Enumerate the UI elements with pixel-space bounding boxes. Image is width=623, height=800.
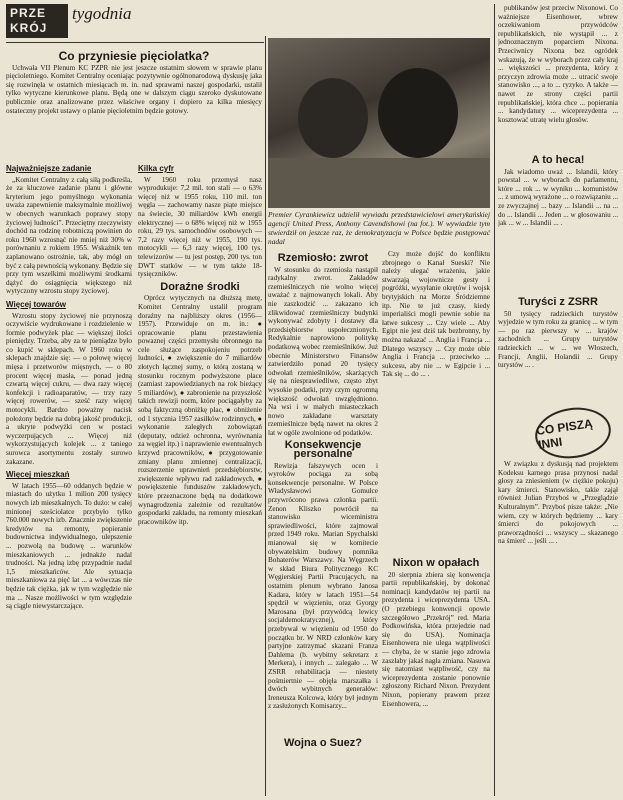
section-heading: Więcej towarów: [6, 299, 66, 309]
article-title: Rzemiosło: zwrot: [277, 252, 369, 264]
article-title: Doraźne środki: [160, 280, 240, 293]
article-text: Oprócz wytycznych na dłuższą metę, Komitet Centralny ustalił program doraźny na najbliższy okres (1956—1957). Przewiduje on m. in.: ● opracowanie planu przestawienia powaznej części przemysłu obronnego na cele służące zaspokojeniu potrzeb ludności, ● zwiększenie do 7 miliardów złotych łącznej sumy, o którą zostaną w stosunku rocznym podwyższone płace (zamiast zapowiedzianych na rok bieżący 5 miliardów), ● zabronienie na przyszłość takich rewizji norm, które pociągałyby za sobą faktyczną obniżkę płac, ● obniżenie od 1 stycznia 1957 zasiłków rodzinnych, ● wykonanie zaległych zobowiązań (deputaty, odzież ochronna, wyrównania za węgiel itp.) i naprawienie ewentualnych krzywd pracowników, ● przygotowanie zmiany planu zmiennej centralizacji, rozszerzenie uprawnień przedsiębiorstw, zwiększenie wpływu rad zakładowych, ● powiększenie funduszów zakładowych, które przeznaczone będą na dodatkowe wynagrodzenia zależnie od rezultatów gospodarki zakładu, na remonty mieszkań pracowników itp.: [138, 294, 262, 526]
photo-cyrankiewicz: [268, 38, 490, 208]
article-a-to-heca: [498, 152, 618, 292]
article-main-column-left: [6, 160, 132, 796]
article-text: W związku z dyskusją nad projektem Kodeksu karnego prasa przynosi nadal głosy za zniesieniem (w ciężkie pokoju) kary śmierci. Stanowisko, takie zajął również Julian Przyboś w „Przeglądzie Kulturalnym”. Przyboś pisze także: „Nie wiem, czy w których będziemy ... kary śmierci do pokojowych ... praworządności ... wszyscy ... skazanego na śmierć ... jeśli ... .: [498, 460, 618, 546]
article-title: Konsekwencje personalne: [284, 439, 362, 461]
article-text: Czy może dojść do konfliktu zbrojnego o Kanał Sueski? Nie należy ulegać wrażeniu, jakie stwarzają wojownicze gesty i pogróżki, wysyłanie okrętów i wojsk brytyjskich na Morze Śródziemne itp. Nie te już czasy, kiedy imperialiści mogli pewnie sobie na łatwe sukcesy ... Czy wiele ... Aby Egipt nie jest dziś tak bezbronny, by można nakazać ... Anglia i Francja ... Dlatego wszyscy ... Czy może obie Anglia i Francja ... przeciwko ... sukcesu, aby nie ... w Egipcie i ... Tak się ... do ... .: [382, 250, 490, 379]
article-middle-right: [382, 250, 490, 550]
article-title: Turyści z ZSRR: [518, 296, 598, 308]
section-text: Wzrostu stopy życiowej nie przynoszą oczywiście wydrukowane i rozdzielenie w formie podwyżek płac — większej ilości pieniędzy. Trzeba, aby za te pieniądze było co kupić w sklepach. W 1960 roku w sklepach znajdzie się: — o połowę więcej mięsa i przetworów mięsnych, — o 80 procent więcej masła, — ponad jedną czwartą więcej cukru, — dwa razy więcej konfekcji i radioaparatów, — trzy razy więcej rowerów, — sześć razy więcej motocykli. Bardzo poważny nacisk położony będzie na dobrą jakość produkcji, a ukryte podwyżki cen w postaci wyczerpujących ... Więcej niż wykorzystujących kolejek ... z taniego surowca asortymentu zostały surowo zakazane.: [6, 311, 132, 466]
article-co-pisza-inni: [498, 460, 618, 796]
article-middle-left: [268, 250, 378, 796]
article-text: 20 sierpnia zbiera się konwencja partii republikańskiej, by dokonać nominacji kandydatów tej partii na prezydenta i wiceprezydenta USA. (O przebiegu konwencji opowie szczegółowo „Przekrój” red. Maria Podkowińska, która przejedzie nad się do USA). Nominacja Eisenhowera nie ulega wątpliwości — chyba, że w stanie jego zdrowia zaszłaby jakaś nagła zmiana. Nasuwa się natomiast wątpliwość, czy na wiceprezydenta zostanie ponownie zgłoszony Richard Nixon. Prezydent Nixon, popierany prawem przez Eisenhowera, ...: [382, 570, 490, 708]
article-text: publikanów jest przeciw Nixonowi. Co ważniejsze Eisenhower, wbrew oczekiwaniom przywódców republikańskich, nie wystąpił ... z jednoznacznym poparciem Nixona. Przeciwnicy Nixona bez ogródek wskazują, że w wyborach przez cały kraj ... większości ... prezydenta, który z przyczyn zdrowia może ... utracić swoje stanowisko ..., a to ... ryzyko. A także — nawet ze strony części partii republikańskiej, która chce ... popierania ... kandydatury ... wiceprezydenta ... kosztować utratę wielu głosów.: [498, 4, 618, 124]
article-title: Wojna o Suez?: [283, 737, 363, 749]
photo-caption: Premier Cyrankiewicz udzielił wywiadu przedstawicielowi amerykańskiej agencji United Press, Anthony Cavendishowi (na fot.). W wywiadzie tym stwierdził on jeszcze raz, że demokratyzacja w Polsce będzie postępować nadal: [268, 210, 490, 246]
article-title: Co przyniesie pięciolatka?: [58, 49, 210, 63]
article-turysci: [498, 294, 618, 404]
article-main-column-right: [138, 160, 262, 796]
section-heading: Kilka cyfr: [138, 164, 175, 173]
article-title: Nixon w opałach: [392, 557, 480, 569]
article-text: Jak wiadomo uważ ... Islandii, który powstał ... w wyborach do parlamentu, które ... rok ... w wyniku ... komunistów ... z umową wyrażone ... o rozwiązaniu ... ze zwyczajnej ... bazy ... Islandii ... na ... do ... Islandii ... Jeden ... w głosowaniu ... jak ... w ... Islandii ... .: [498, 167, 618, 228]
article-text: W stosunku do rzemiosła nastąpił radykalny zwrot. Zakładów rzemieślniczych nie wolno więcej uważać z najmowanych lokali. Aby nie zaszkodzić ... zakazano ich zlikwidować rzemieślniczy budynki wykonywać zdobyty i dostawy dla przedsiębiorstw uspołecznionych. Redykalnie naprowiono politykę podatkową wobec rzemieślników. Już obecnie Ministerstwo Finansów zatwierdziło ponad 20 tysięcy odwołań rzemieślników, skarżących się na niesprawiedliwe, często zbyt wysokie podatki, przy czym ogromną większość odwołań uwzględniono. Na wsi i w małych miasteczkach nowo zakładane warsztaty rzemieślnicze będą nawet na okres 2 lat w ogóle zwolnione od podatków.: [268, 265, 378, 437]
article-nixon-continued: [498, 4, 618, 150]
section-text: „Komitet Centralny z całą siłą podkreśla, że za kluczowe zadanie planu i główne kryterium jego pomyślnego wykonania uważa zapewnienie maksymalnie możliwej w obecnych warunkach poprawy stopy życiowej ludności”. Przeciętny rzeczywisty dochód na rodzinę robotniczą powinien do roku 1960 wzrosnąć nie mniej niż 30% w porównaniu z rokiem 1955. Wskaźnik ten zaplanowano ostrożnie, tak, aby mógł on być z całą pewnością wykonany. Będzie się przy tym wszelkimi możliwymi środkami dążyć do osiągnięcia większego niż wytyczony wzrostu stopy życiowej.: [6, 175, 132, 296]
co-pisza-inni-stamp: CO PISZĄ INNI: [532, 403, 614, 463]
article-wojna-title-block: [268, 735, 378, 795]
divider: [494, 4, 495, 796]
divider: [6, 42, 264, 43]
article-text: Rewizja fałszywych ocen i wyroków pociąga za sobą konsekwencje personalne. W Polsce Władysławowi Gomułce przywrócono prawa członka partii. Zenon Kliszko powrócił na stanowisko wiceministra sprawiedliwości, które zajmował przed 1949 roku. Marian Spychalski mianował się w komitecie obywatelskim budowy pomnika Bohaterów Warszawy. Na Węgrzech w skład Biura Politycznego KC Węgierskiej Partii Pracujących, na ostatnim plenum wybrano Janosa Kadara, który w latach 1951—54 spędził w więzieniu, oraz Gyorgy Marosana (był przywódcą lewicy socjaldemokratycznej), który przebywał w więzieniu od 1950 do początku br. W NRD członków kary partyjne zatrzymać skazani Franza Dahlema (b. wybitny sekretarz z Merkera), i innych ... zalegało ... W ZSRR rehabilitacja — niestety pośmiertnie — objęła marszałka i dwóch wybitnych generałów: Ireneusza Kolcowa, który był jednym z zasłużonych Komisarzy...: [268, 461, 378, 711]
section-text: W latach 1955—60 oddanych będzie w miastach do użytku 1 milion 200 tysięcy nowych izb mieszkalnych. To dużo: w całej minionej sześciolatce przybyło tylko 760.000 nowych izb. Znacznie zwiększenie kredytów na remonty, popieranie budownictwa indywidualnego, ulepszenie ... pozwolą na budowę ... warunków mieszkaniowych ... jednakże nadal trudności. Na jedną izbę przypadnie nadal 1,5 mieszkańców. Ale sytuacja mieszkaniowa za pięć lat ... a wówczas nie będzie tak ciężka, jak w tym względzie nie ma ... Nasze możliwości w tym względzie są ciągle niewystarczające.: [6, 481, 132, 611]
section-text: W 1960 roku przemysł nasz wyprodukuje: 7,2 mil. ton stali — o 63% więcej niż w 1955 roku, 110 mil. ton węgla — zachowamy nasze piąte miejsce na świecie, 30 miliardów kWh energii elektrycznej — o 68% więcej niż w 1955 roku, 29 tys. samochodów osobowych — 7,2 razy więcej niż w 1955, 190 tys. motocykli — 6,3 razy więcej, 100 tys. telewizorów — tu jest postęp, 200 tys. ton DWT statków — w tym także 18-tysięczników.: [138, 175, 262, 279]
masthead: [6, 4, 68, 38]
section-heading: Najważniejsze zadanie: [6, 164, 92, 173]
article-text: 50 tysięcy radzieckich turystów wyjedzie w tym roku za granicę ... w tym — po raz pierwszy w ... krajów zachodnich ... Grupy turystów radzieckich ... w ... we Włoszech, Francji, Anglii, Holandii ... Grupy turystów ... .: [498, 309, 618, 370]
article-title: A to heca!: [531, 154, 585, 166]
article-nixon: [382, 555, 490, 796]
divider: [265, 36, 266, 796]
section-heading: Więcej mieszkań: [6, 470, 70, 480]
section-title: tygodnia: [72, 4, 132, 23]
przekroj-logo: PRZE KRÓJ: [6, 4, 68, 38]
article-main-lead: [6, 48, 262, 158]
article-lead: Uchwała VII Plenum KC PZPR nie jest jeszcze ostatnim słowem w sprawie planu pięcioletniego. Komitet Centralny oceniając pozytywnie ogólnonarodową dyskusję jaka się rozwinęła w ostatnich miesiącach m. in. nad sprawami naszej gospodarki, ustalił tylko wytyczne kierunkowe planu. Będą one w dalszym ciągu szeroko dyskutowane publicznie oraz analizowane przez właściwe organy i dopiero za kilka miesięcy ostateczny projekt ustawy o planie pięcioletnim będzie gotowy.: [6, 63, 262, 115]
